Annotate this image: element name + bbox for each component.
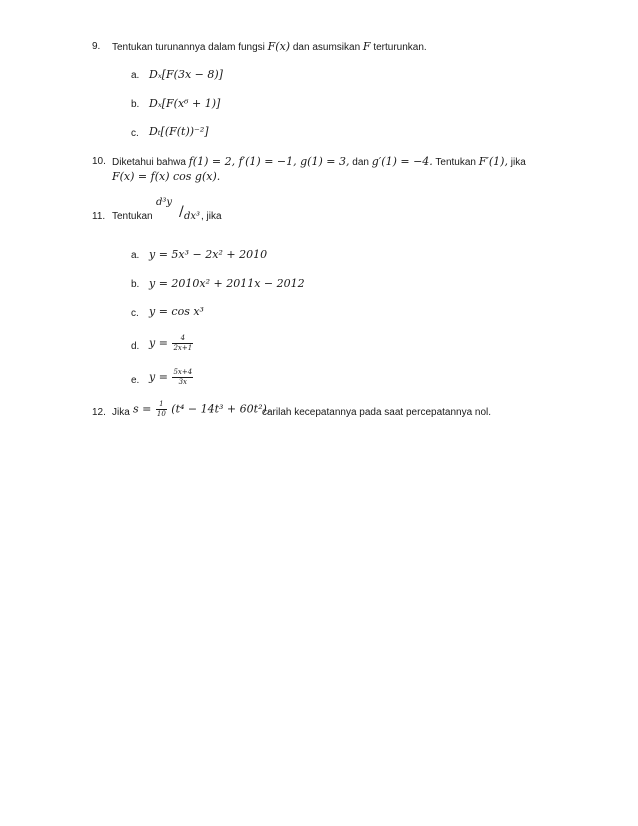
math-expression: F(x) (267, 40, 291, 53)
fraction-numerator: 1 (156, 400, 167, 410)
item-label: b. (131, 99, 140, 110)
item-expression: y = 5x³ − 2x² + 2010 (149, 248, 268, 261)
math-expression: F (362, 40, 371, 53)
fraction-numerator: 5x+4 (173, 368, 193, 376)
fraction-denominator: 10 (156, 410, 166, 418)
problem-text: carilah kecepatannya pada saat percepatannya nol. (262, 407, 492, 418)
problem-equation (133, 400, 270, 419)
item-label: a. (131, 250, 140, 261)
problem-text-part: Diketahui bahwa (112, 157, 186, 168)
problem-text-part: dan (352, 157, 369, 168)
problem-text-part: terturunkan. (373, 42, 427, 53)
item-label: c. (131, 128, 139, 139)
problem-number: 10. (92, 156, 106, 167)
item-expression (149, 368, 194, 387)
derivative-slash: / (179, 204, 184, 220)
item-expression: Dₓ[F(x⁶ + 1)] (149, 97, 221, 110)
item-label: d. (131, 341, 140, 352)
problem-text (112, 41, 427, 54)
item-label: c. (131, 308, 139, 319)
problem-text: Jika (112, 407, 130, 418)
math-expression: g′(1) = −4. (371, 155, 433, 168)
fraction-denominator: 2x+1 (173, 344, 193, 352)
fraction (156, 400, 167, 419)
math-expression: F′(1), (478, 155, 508, 168)
item-expression (149, 334, 194, 353)
problem-number: 12. (92, 407, 106, 418)
fraction-denominator: 3x (178, 378, 187, 386)
equation-lhs: s = (133, 402, 152, 416)
problem-text-part: dan asumsikan (292, 42, 361, 53)
problem-equation: F(x) = f(x) cos g(x). (112, 170, 221, 183)
problem-number: 9. (92, 41, 101, 52)
problem-text-part: jika (510, 157, 526, 168)
derivative-denominator: dx³ (184, 211, 201, 222)
item-label: e. (131, 375, 140, 386)
problem-number: 11. (92, 211, 106, 222)
fraction (172, 334, 193, 353)
problem-text (112, 156, 526, 169)
problem-text: Tentukan (112, 211, 153, 222)
equation-lhs: y = (149, 370, 168, 384)
item-expression: y = cos x³ (149, 305, 204, 318)
item-expression: Dₓ[F(3x − 8)] (149, 68, 223, 81)
fraction-numerator: 4 (172, 334, 193, 344)
equation-lhs: y = (149, 336, 168, 350)
problem-text: , jika (201, 211, 222, 222)
math-expression: f(1) = 2, f′(1) = −1, g(1) = 3, (188, 155, 350, 168)
fraction (172, 368, 193, 387)
problem-text-part: Tentukan (435, 157, 476, 168)
item-label: b. (131, 279, 140, 290)
item-expression: y = 2010x² + 2011x − 2012 (149, 277, 305, 290)
item-expression: Dₜ[(F(t))⁻²] (149, 125, 209, 138)
problem-text-part: Tentukan turunannya dalam fungsi (112, 42, 265, 53)
equation-rhs: (t⁴ − 14t³ + 60t²), (171, 402, 271, 416)
item-label: a. (131, 70, 140, 81)
derivative-numerator: d³y (156, 197, 173, 208)
